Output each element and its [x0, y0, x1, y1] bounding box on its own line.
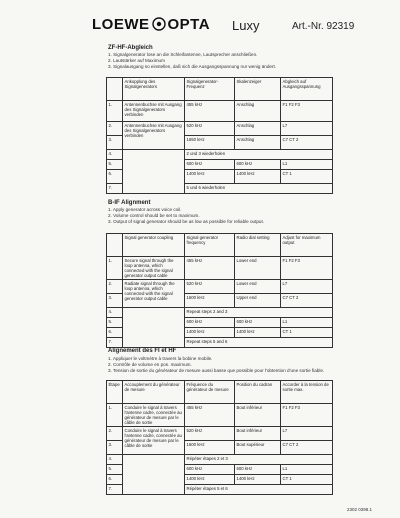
instruction-fr-1: 1. Appliquer le voltmètre à travers la bobine mobile. — [108, 356, 213, 361]
step-cell: 3. — [107, 294, 123, 308]
page-header — [92, 12, 382, 38]
step-cell: 1. — [107, 101, 123, 122]
column-header: Ankopplung des Signalgenerators — [123, 78, 185, 101]
table-row — [107, 122, 333, 136]
dial-cell: 1400 kHz — [235, 328, 281, 338]
dial-cell: 1400 kHz — [235, 475, 281, 485]
section-title-fr: Alignement des FI et HF — [108, 348, 177, 354]
step-cell: 2. — [107, 280, 123, 294]
table-row — [107, 308, 333, 318]
dial-cell: Anschlag — [235, 122, 281, 136]
repeat-note-cell: Repeat steps 5 and 6 — [185, 338, 333, 348]
column-header: Fréquence du générateur de mesure — [185, 381, 235, 404]
step-cell: 2. — [107, 427, 123, 441]
step-cell: 5. — [107, 465, 123, 475]
instruction-en-3: 3. Output of signal generator should be as low as possible for reliable output. — [108, 219, 265, 224]
frequency-cell: 455 kHz — [185, 257, 235, 280]
dial-cell: Bout supérieur — [235, 441, 281, 455]
column-header — [107, 234, 123, 257]
step-cell: 4. — [107, 150, 123, 160]
column-header: Adjust for maximum output — [281, 234, 333, 257]
repeat-note-cell: Répéter étapes 2 et 3 — [185, 455, 333, 465]
document-code: 2302 0398.1 — [346, 507, 372, 512]
table-header-row — [107, 78, 333, 101]
coupling-cell — [123, 308, 185, 348]
column-header: Accouplement du générateur de mesure — [123, 381, 185, 404]
coupling-cell: Secure signal through the loop antenna, which connected with the signal generator output cable — [123, 257, 185, 280]
coupling-cell: Antennenbuchse mit Ausgang des Signalgenerators verbinden — [123, 101, 185, 122]
coupling-cell: Conduire le signal à travers l'antenne cadre, connectée au générateur de mesure par le câble de sortie — [123, 404, 185, 427]
coupling-cell: Conduire le signal à travers l'antenne cadre, connectée au générateur de mesure par le câble de sortie — [123, 427, 185, 455]
step-cell: 6. — [107, 170, 123, 184]
table-header-row — [107, 381, 333, 404]
adjust-cell: C7 CT 2 — [281, 441, 333, 455]
step-cell: 5. — [107, 160, 123, 170]
section-title-en: B-IF Alignment — [108, 200, 151, 206]
step-cell: 3. — [107, 441, 123, 455]
frequency-cell: 600 kHz — [185, 465, 235, 475]
adjust-cell: L7 — [281, 280, 333, 294]
table-row — [107, 427, 333, 441]
repeat-note-cell: Répéter étapes 5 et 6 — [185, 485, 333, 495]
table-header-row — [107, 234, 333, 257]
instruction-fr-2: 2. Contrôle de volume en pos. maximum. — [108, 362, 192, 367]
table-row — [107, 150, 333, 160]
step-cell: 6. — [107, 475, 123, 485]
adjust-cell: F1 F2 F3 — [281, 257, 333, 280]
coupling-cell — [123, 455, 185, 495]
repeat-note-cell: Repeat steps 2 and 3 — [185, 308, 333, 318]
logo-mark-icon — [152, 17, 166, 31]
column-header — [107, 78, 123, 101]
step-cell: 7. — [107, 338, 123, 348]
adjust-cell: L1 — [281, 465, 333, 475]
column-header: Signal generator frequency — [185, 234, 235, 257]
step-cell: 7. — [107, 184, 123, 194]
adjust-cell: L7 — [281, 122, 333, 136]
coupling-cell: Antennenbuchse mit Ausgang des Signalgenerators verbinden — [123, 122, 185, 150]
section-title-de: ZF-HF-Abgleich — [108, 45, 153, 51]
table-row — [107, 101, 333, 122]
adjust-cell: F1 F2 F3 — [281, 404, 333, 427]
column-header: Abgleich auf Ausgangsspannung — [281, 78, 333, 101]
brand-right: OPTA — [167, 15, 211, 33]
dial-cell: Lower end — [235, 280, 281, 294]
step-cell: 6. — [107, 328, 123, 338]
dial-cell: Anschlag — [235, 101, 281, 122]
adjust-cell: C7 CT 2 — [281, 294, 333, 308]
instruction-en-1: 1. Apply generator across voice coil. — [108, 207, 182, 212]
frequency-cell: 1600 kHz — [185, 441, 235, 455]
frequency-cell: 1400 kHz — [185, 475, 235, 485]
dial-cell: Bout inférieur — [235, 427, 281, 441]
frequency-cell: 455 kHz — [185, 404, 235, 427]
column-header: Position du cadran — [235, 381, 281, 404]
dial-cell: Upper end — [235, 294, 281, 308]
repeat-note-cell: 5 und 6 wiederholen — [185, 184, 333, 194]
dial-cell: 1400 kHz — [235, 170, 281, 184]
coupling-cell: Radiate signal through the loop antenna, which connected with the signal generator output cable — [123, 280, 185, 308]
table-row — [107, 280, 333, 294]
frequency-cell: 1650 kHz — [185, 136, 235, 150]
adjust-cell: L7 — [281, 427, 333, 441]
adjust-cell: L1 — [281, 160, 333, 170]
alignment-table-en — [106, 233, 333, 348]
brand-logo — [92, 15, 210, 33]
frequency-cell: 1400 kHz — [185, 328, 235, 338]
repeat-note-cell: 2 und 3 wiederholen — [185, 150, 333, 160]
table-row — [107, 404, 333, 427]
instruction-de-2: 2. Lautstärker auf Maximum — [108, 58, 165, 63]
dial-cell: 600 kHz — [235, 465, 281, 475]
frequency-cell: 520 kHz — [185, 122, 235, 136]
step-cell: 1. — [107, 257, 123, 280]
frequency-cell: 600 kHz — [185, 318, 235, 328]
alignment-table-de — [106, 77, 333, 194]
step-cell: 5. — [107, 318, 123, 328]
dial-cell: Bout inférieur — [235, 404, 281, 427]
frequency-cell: 520 kHz — [185, 280, 235, 294]
alignment-table-fr — [106, 380, 333, 495]
adjust-cell: C7 CT 2 — [281, 136, 333, 150]
adjust-cell: CT 1 — [281, 328, 333, 338]
frequency-cell: 1400 kHz — [185, 170, 235, 184]
adjust-cell: F1 F2 F3 — [281, 101, 333, 122]
model-name: Luxy — [232, 18, 260, 33]
column-header: Accorder à la tension de sortie max. — [281, 381, 333, 404]
adjust-cell: L1 — [281, 318, 333, 328]
instruction-de-3: 3. Signalausgang so einstellen, daß sich die Ausgangsspannung nur wenig ändert. — [108, 64, 277, 69]
dial-cell: 600 kHz — [235, 318, 281, 328]
adjust-cell: CT 1 — [281, 475, 333, 485]
instruction-en-2: 2. Volume control should be set to maximum. — [108, 213, 200, 218]
frequency-cell: 455 kHz — [185, 101, 235, 122]
column-header: Signal generator coupling — [123, 234, 185, 257]
step-cell: 7. — [107, 485, 123, 495]
article-number: Art.-Nr. 92319 — [292, 21, 355, 32]
adjust-cell: CT 1 — [281, 170, 333, 184]
column-header: Signalgenerator-Frequenz — [185, 78, 235, 101]
column-header: Radio dial setting — [235, 234, 281, 257]
step-cell: 2. — [107, 122, 123, 136]
step-cell: 4. — [107, 308, 123, 318]
brand-left: LOEWE — [92, 15, 150, 33]
table-row — [107, 257, 333, 280]
instruction-fr-3: 3. Tension de sortie du générateur de mesure aussi basse que possible pour l'obtention d'une sortie fiable. — [108, 368, 325, 373]
coupling-cell — [123, 150, 185, 194]
column-header: Étape — [107, 381, 123, 404]
table-row — [107, 455, 333, 465]
dial-cell: Anschlag — [235, 136, 281, 150]
dial-cell: Lower end — [235, 257, 281, 280]
frequency-cell: 1600 kHz — [185, 294, 235, 308]
step-cell: 4. — [107, 455, 123, 465]
frequency-cell: 520 kHz — [185, 427, 235, 441]
instruction-de-1: 1. Signalgenerator lose an die Schleifantenne, Lautsprecher anschließen. — [108, 52, 258, 57]
step-cell: 3. — [107, 136, 123, 150]
column-header: Skalenzeiger — [235, 78, 281, 101]
step-cell: 1. — [107, 404, 123, 427]
frequency-cell: 600 kHz — [185, 160, 235, 170]
dial-cell: 600 kHz — [235, 160, 281, 170]
